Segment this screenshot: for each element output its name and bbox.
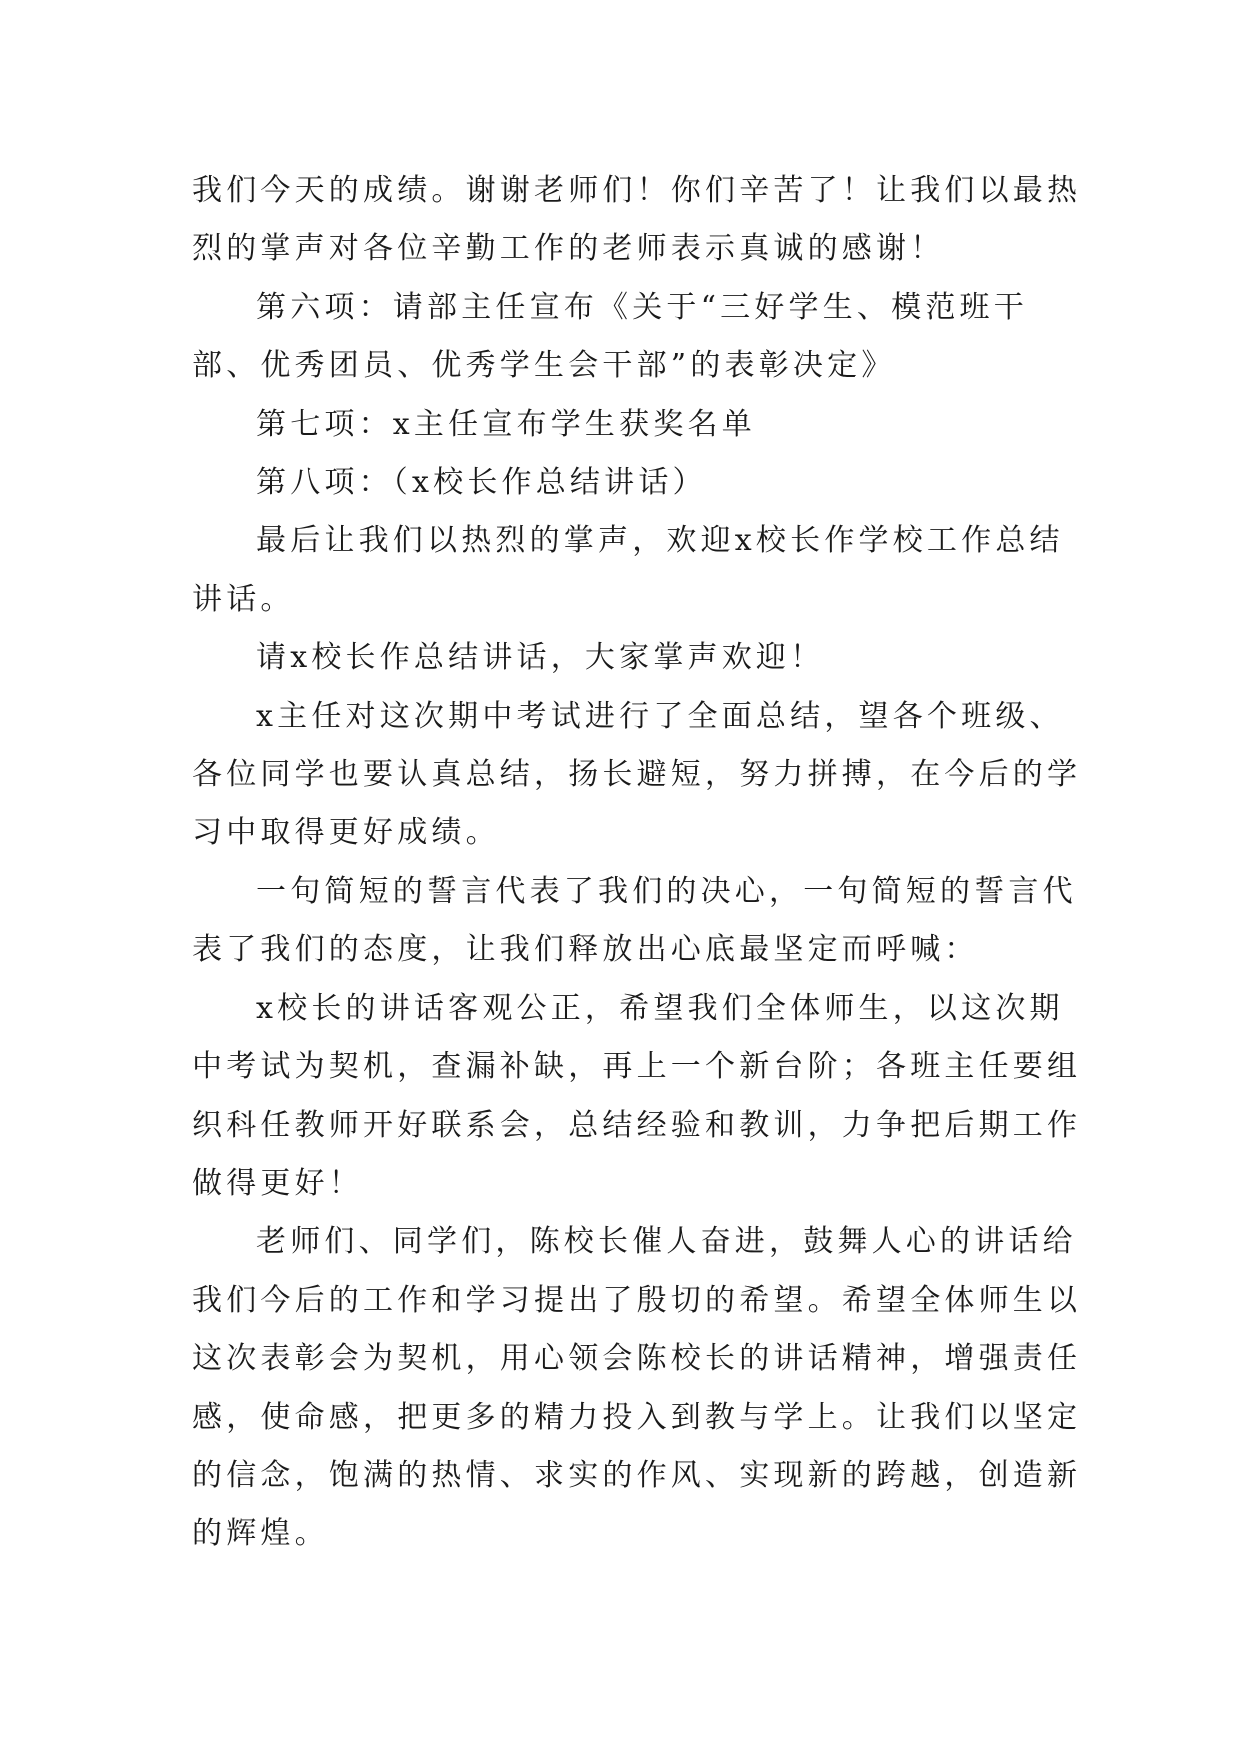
paragraph-conclusion: 老师们、同学们，陈校长催人奋进，鼓舞人心的讲话给我们今后的工作和学习提出了殷切的希望。希望全体师生以这次表彰会为契机，用心领会陈校长的讲话精神，增强责任感，使命感，把更多的精力投入到教与学上。让我们以坚定的信念，饱满的热情、求实的作风、实现新的跨越，创造新的辉煌。	[192, 1224, 1082, 1552]
paragraph-welcome: 请x校长作总结讲话，大家掌声欢迎！	[256, 640, 825, 676]
paragraph-item-8: 第八项：（x校长作总结讲话）	[256, 465, 707, 501]
paragraph-exam-summary: x主任对这次期中考试进行了全面总结，望各个班级、各位同学也要认真总结，扬长避短，努力拼搏，在今后的学习中取得更好成绩。	[192, 698, 1082, 851]
document-body	[192, 162, 1092, 1564]
paragraph-item-6: 第六项：请部主任宣布《关于“三好学生、模范班干部、优秀团员、优秀学生会干部”的表彰决定》	[192, 289, 1028, 384]
paragraph-item-7: 第七项：x主任宣布学生获奖名单	[256, 406, 756, 442]
paragraph-oath: 一句简短的誓言代表了我们的决心，一句简短的誓言代表了我们的态度，让我们释放出心底最坚定而呼喊：	[192, 873, 1077, 968]
paragraph-principal-speech: x校长的讲话客观公正，希望我们全体师生，以这次期中考试为契机，查漏补缺，再上一个新台阶；各班主任要组织科任教师开好联系会，总结经验和教训，力争把后期工作做得更好！	[192, 990, 1082, 1201]
paragraph-closing-invite: 最后让我们以热烈的掌声，欢迎x校长作学校工作总结讲话。	[192, 523, 1064, 617]
paragraph-1: 我们今天的成绩。谢谢老师们！你们辛苦了！让我们以最热烈的掌声对各位辛勤工作的老师表示真诚的感谢！	[192, 173, 1082, 267]
